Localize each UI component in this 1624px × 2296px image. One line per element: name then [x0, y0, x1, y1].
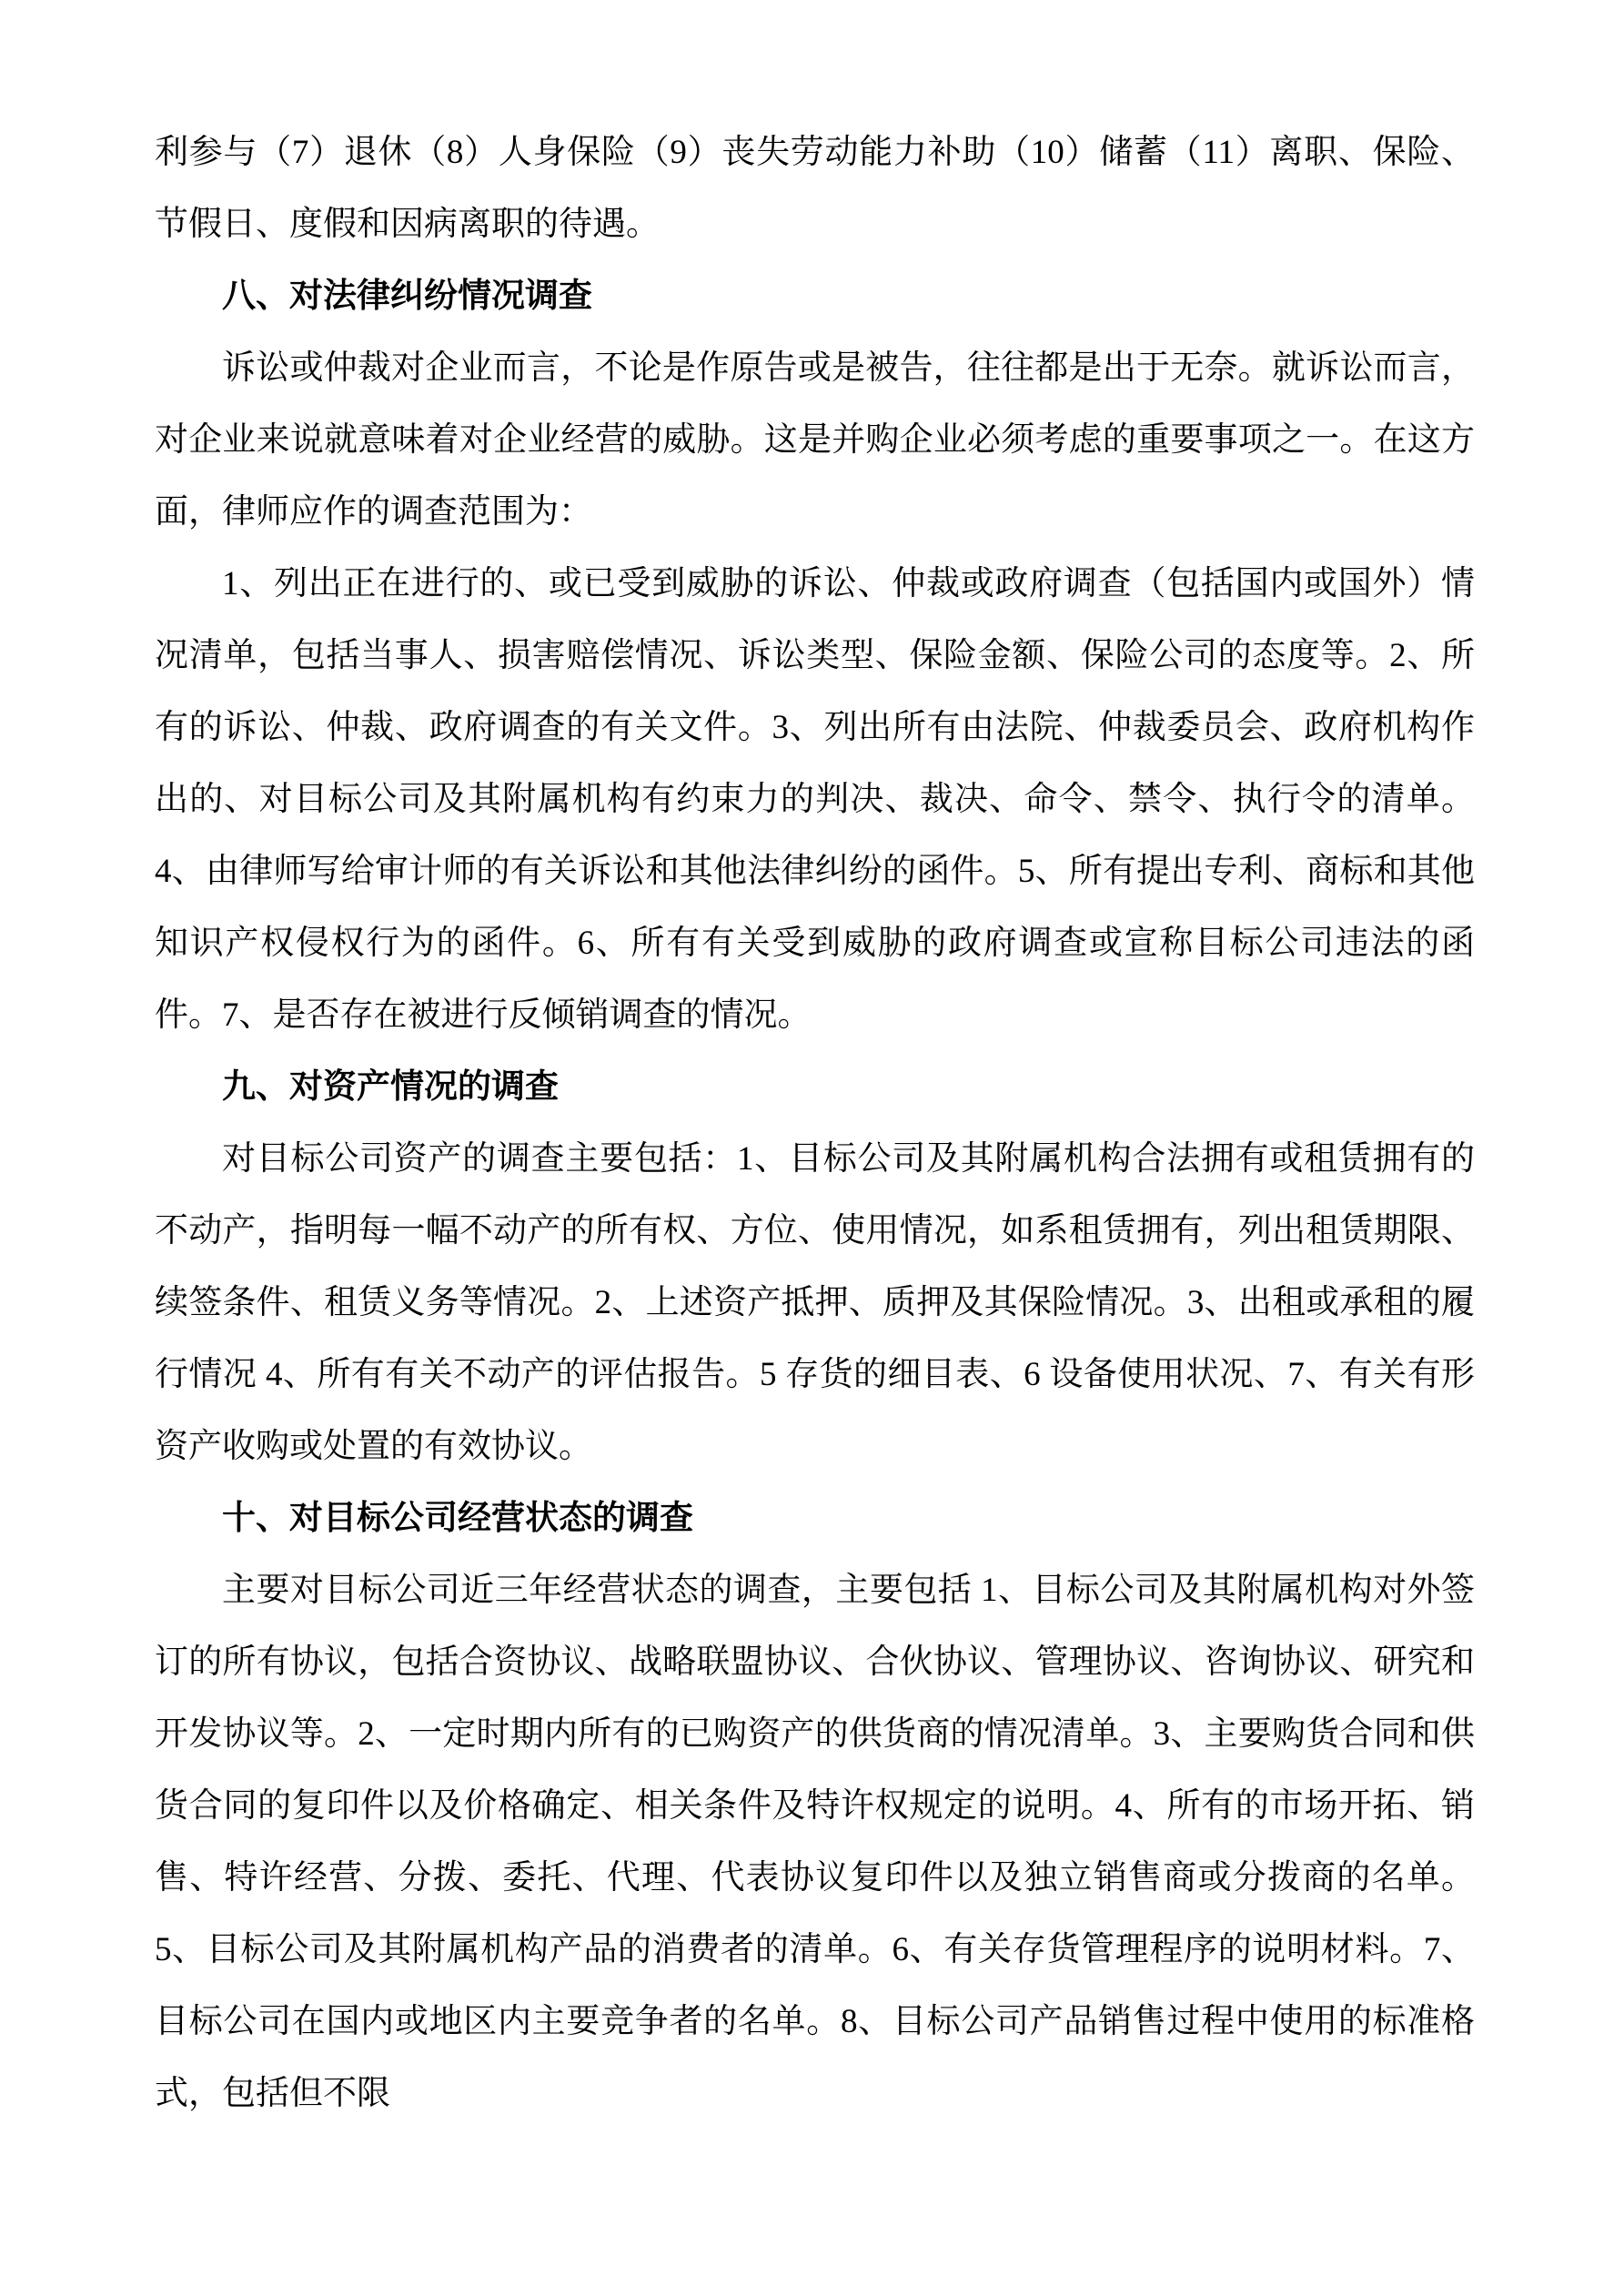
section-heading-assets: 九、对资产情况的调查: [222, 1068, 559, 1106]
paragraph-legal-disputes-items: 1、列出正在进行的、或已受到威胁的诉讼、仲裁或政府调查（包括国内或国外）情况清单，包括当事人、损害赔偿情况、诉讼类型、保险金额、保险公司的态度等。2、所有的诉讼、仲裁、政府调查的有关文件。3、列出所有由法院、仲裁委员会、政府机构作出的、对目标公司及其附属机构有约束力的判决、裁决、命令、禁令、执行令的清单。4、由律师写给审计师的有关诉讼和其他法律纠纷的函件。5、所有提出专利、商标和其他知识产权侵权行为的函件。6、所有有关受到威胁的政府调查或宣称目标公司违法的函件。7、是否存在被进行反倾销调查的情况。: [155, 565, 1475, 1034]
paragraph-assets-items: 对目标公司资产的调查主要包括：1、目标公司及其附属机构合法拥有或租赁拥有的不动产，指明每一幅不动产的所有权、方位、使用情况，如系租赁拥有，列出租赁期限、续签条件、租赁义务等情况。2、上述资产抵押、质押及其保险情况。3、出租或承租的履行情况 4、所有有关不动产的评估报告。5 存货的细目表、6 设备使用状况、7、有关有形资产收购或处置的有效协议。: [155, 1140, 1475, 1465]
paragraph-legal-disputes-intro: 诉讼或仲裁对企业而言，不论是作原告或是被告，往往都是出于无奈。就诉讼而言，对企业来说就意味着对企业经营的威胁。这是并购企业必须考虑的重要事项之一。在这方面，律师应作的调查范围为：: [155, 349, 1475, 531]
section-heading-operating-status: 十、对目标公司经营状态的调查: [222, 1500, 693, 1537]
section-heading-legal-disputes: 八、对法律纠纷情况调查: [222, 278, 592, 315]
paragraph-operating-status-items: 主要对目标公司近三年经营状态的调查，主要包括 1、目标公司及其附属机构对外签订的所有协议，包括合资协议、战略联盟协议、合伙协议、管理协议、咨询协议、研究和开发协议等。2、一定时期内所有的已购资产的供货商的情况清单。3、主要购货合同和供货合同的复印件以及价格确定、相关条件及特许权规定的说明。4、所有的市场开拓、销售、特许经营、分拨、委托、代理、代表协议复印件以及独立销售商或分拨商的名单。5、目标公司及其附属机构产品的消费者的清单。6、有关存货管理程序的说明材料。7、目标公司在国内或地区内主要竞争者的名单。8、目标公司产品销售过程中使用的标准格式，包括但不限: [155, 1572, 1475, 2112]
paragraph-benefits-continuation: 利参与（7）退休（8）人身保险（9）丧失劳动能力补助（10）储蓄（11）离职、保险、节假日、度假和因病离职的待遇。: [155, 134, 1475, 243]
